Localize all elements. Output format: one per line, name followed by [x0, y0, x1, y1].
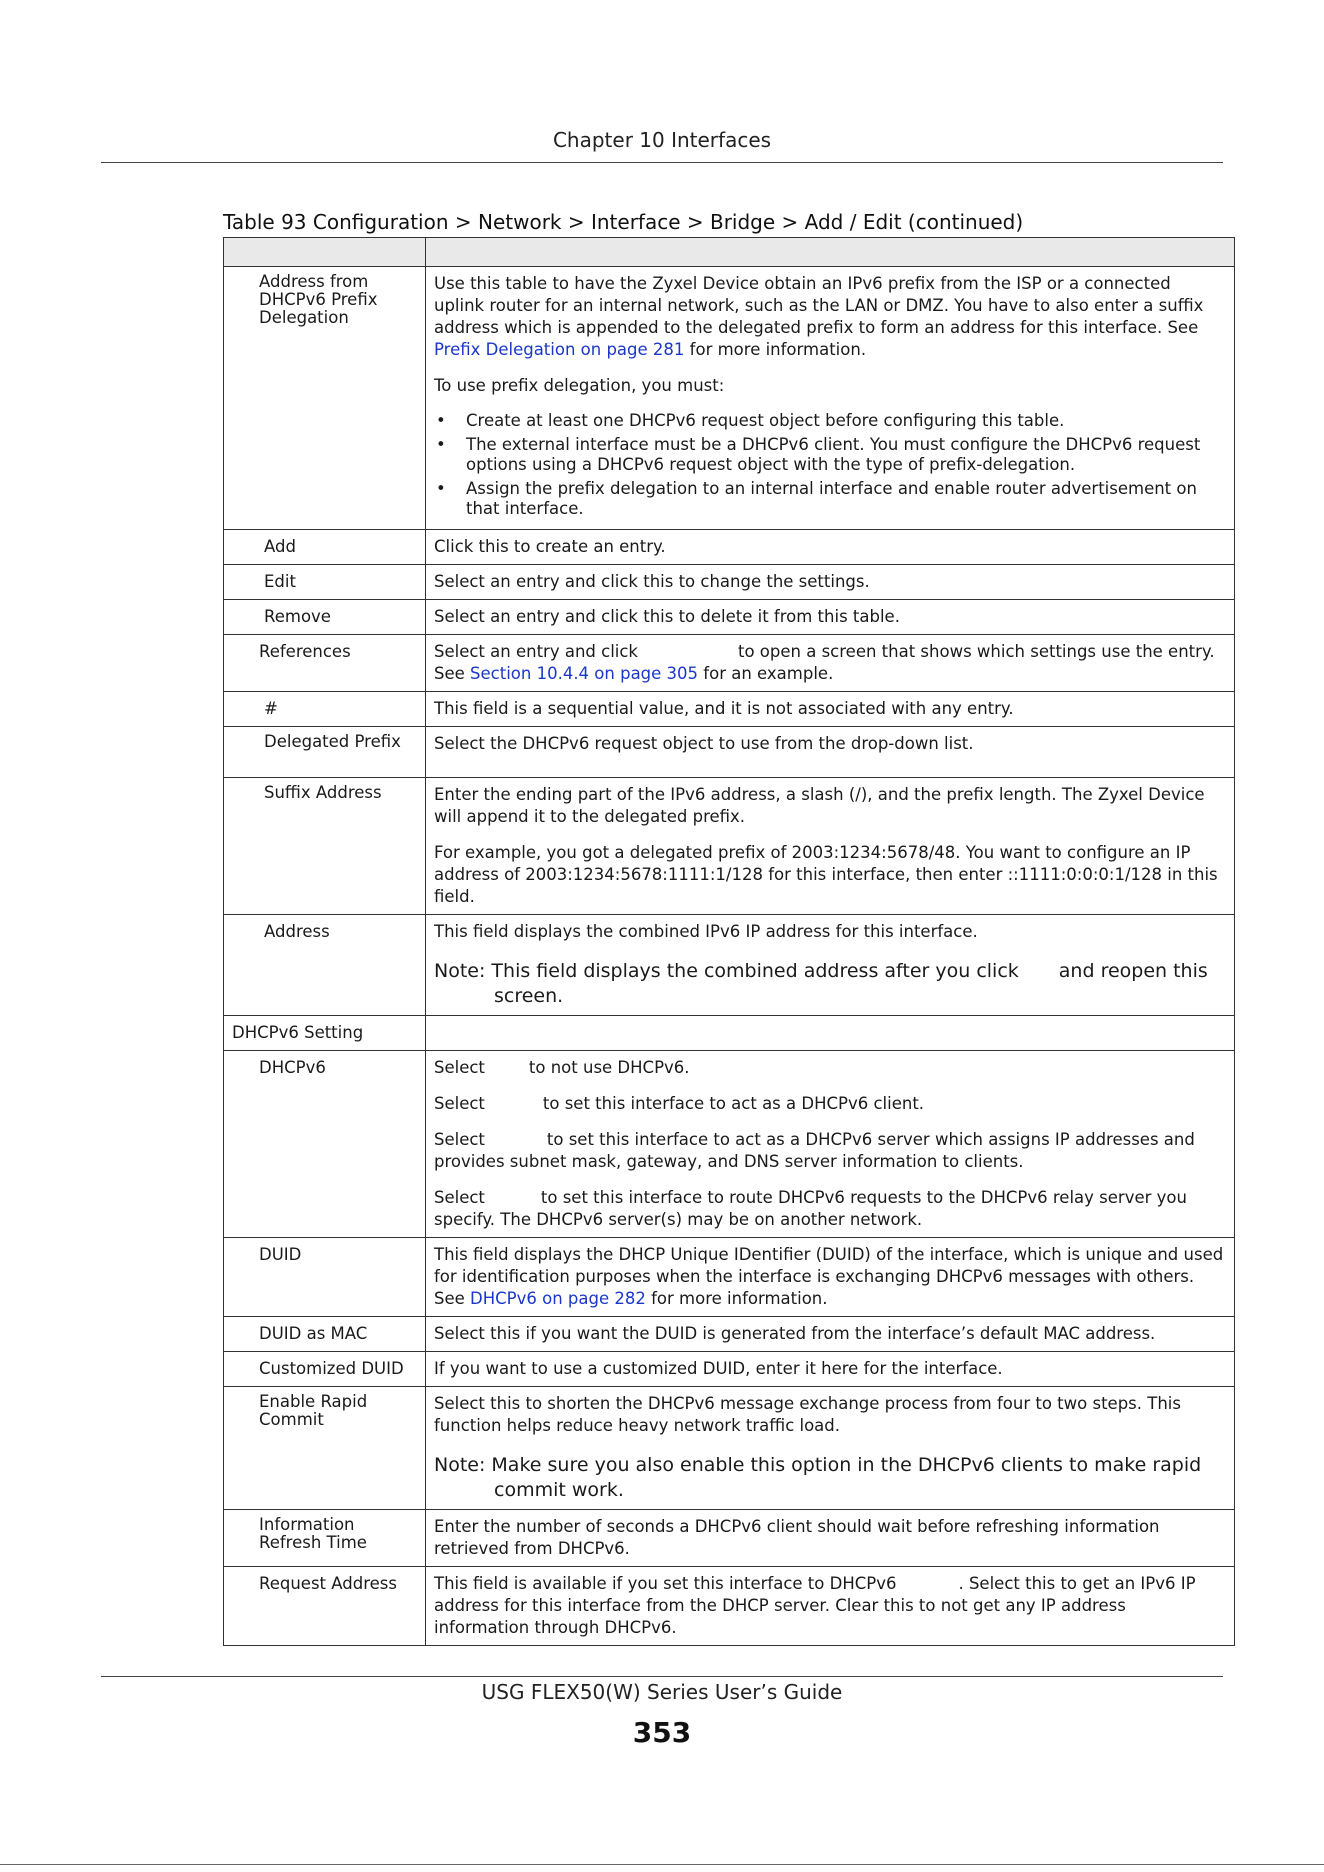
- list-item: • The external interface must be a DHCPv6 client. You must configure the DHCPv6 request options using a DHCPv6 request object with the type of prefix-delegation.: [434, 435, 1226, 475]
- page-number: 353: [632, 1716, 692, 1749]
- list-item: • Assign the prefix delegation to an internal interface and enable router advertisement on that interface.: [434, 479, 1226, 519]
- table-row: [224, 267, 1235, 530]
- row-label: Request Address: [224, 1567, 426, 1646]
- row-label: DUID as MAC: [224, 1317, 426, 1352]
- table-row: [224, 530, 1235, 565]
- row-label: Address: [224, 915, 426, 1016]
- row-description: Use this table to have the Zyxel Device obtain an IPv6 prefix from the ISP or a connected uplink router for an internal network, such as the LAN or DMZ. You have to also enter a suffix address which is appended to the delegated prefix to form an address for this interface. See Prefix Delegation on page 281 for more information. To use prefix delegation, you must: • Create at least one DHCPv6 request object before configuring this table. • The external interface must be a DHCPv6 client. You must configure the DHCPv6 request options using a DHCPv6 request object with the type of prefix-delegation. • Assign the prefix delegation to an internal interface and enable router advertisement on that interface.: [426, 267, 1235, 530]
- row-description: Select this if you want the DUID is generated from the interface’s default MAC address.: [426, 1317, 1235, 1352]
- row-label: Address from DHCPv6 Prefix Delegation: [224, 267, 426, 530]
- row-description: Select an entry and click this to change the settings.: [426, 565, 1235, 600]
- section-label: DHCPv6 Setting: [224, 1016, 426, 1051]
- row-label: Information Refresh Time: [224, 1510, 426, 1567]
- footer-divider: [101, 1676, 1223, 1677]
- row-description: Select the DHCPv6 request object to use from the drop-down list.: [426, 727, 1235, 778]
- row-label: #: [224, 692, 426, 727]
- row-description: [426, 1016, 1235, 1051]
- row-label: Customized DUID: [224, 1352, 426, 1387]
- section-10-4-4-link[interactable]: Section 10.4.4 on page 305: [470, 664, 699, 683]
- header-cell-description: [426, 238, 1235, 267]
- row-label: DUID: [224, 1238, 426, 1317]
- table-row: [224, 635, 1235, 692]
- row-description: Enter the number of seconds a DHCPv6 client should wait before refreshing information retrieved from DHCPv6.: [426, 1510, 1235, 1567]
- header-cell-label: [224, 238, 426, 267]
- row-label: Delegated Prefix: [224, 727, 426, 778]
- table-caption: Table 93 Configuration > Network > Interface > Bridge > Add / Edit (continued): [223, 210, 1024, 234]
- configuration-table: [223, 237, 1235, 1646]
- table-row: [224, 692, 1235, 727]
- row-description: This field displays the DHCP Unique IDentifier (DUID) of the interface, which is unique and used for identification purposes when the interface is exchanging DHCPv6 messages with others. See DHCPv6 on page 282 for more information.: [426, 1238, 1235, 1317]
- chapter-header: Chapter 10 Interfaces: [552, 128, 772, 152]
- row-label: Remove: [224, 600, 426, 635]
- table-row: [224, 727, 1235, 778]
- requirements-list: [434, 411, 1226, 519]
- row-description: Select to not use DHCPv6. Select to set this interface to act as a DHCPv6 client. Select to set this interface to act as a DHCPv6 server which assigns IP addresses and provides subnet mask, gateway, and DNS server information to clients. Select to set this interface to route DHCPv6 requests to the DHCPv6 relay server you specify. The DHCPv6 server(s) may be on another network.: [426, 1051, 1235, 1238]
- row-description: Select an entry and click this to delete it from this table.: [426, 600, 1235, 635]
- table-row: [224, 1352, 1235, 1387]
- table-row: [224, 1051, 1235, 1238]
- row-description: If you want to use a customized DUID, enter it here for the interface.: [426, 1352, 1235, 1387]
- table-row: [224, 600, 1235, 635]
- row-description: Enter the ending part of the IPv6 address, a slash (/), and the prefix length. The Zyxel Device will append it to the delegated prefix. For example, you got a delegated prefix of 2003:1234:5678/48. You want to configure an IP address of 2003:1234:5678:1111:1/128 for this interface, then enter ::1111:0:0:0:1/128 in this field.: [426, 778, 1235, 915]
- row-description: This field displays the combined IPv6 IP address for this interface. Note: This field displays the combined address after you click and reopen this screen.: [426, 915, 1235, 1016]
- guide-title: USG FLEX50(W) Series User’s Guide: [481, 1680, 843, 1704]
- table-row: [224, 1567, 1235, 1646]
- row-description: This field is a sequential value, and it is not associated with any entry.: [426, 692, 1235, 727]
- table-header-row: [224, 238, 1235, 267]
- row-description: This field is available if you set this interface to DHCPv6 . Select this to get an IPv6 IP address for this interface from the DHCP server. Clear this to not get any IP address information through DHCPv6.: [426, 1567, 1235, 1646]
- note: Note: This field displays the combined address after you click and reopen this screen.: [434, 960, 1208, 1007]
- table-row: [224, 1510, 1235, 1567]
- row-description: Click this to create an entry.: [426, 530, 1235, 565]
- table-row: [224, 778, 1235, 915]
- table-row: [224, 565, 1235, 600]
- table-row: [224, 1317, 1235, 1352]
- note: Note: Make sure you also enable this option in the DHCPv6 clients to make rapid commit work.: [434, 1454, 1202, 1501]
- prefix-delegation-link[interactable]: Prefix Delegation on page 281: [434, 340, 685, 359]
- table-row: [224, 1387, 1235, 1510]
- list-item: • Create at least one DHCPv6 request object before configuring this table.: [434, 411, 1226, 431]
- bottom-divider: [0, 1864, 1324, 1865]
- row-label: Suffix Address: [224, 778, 426, 915]
- table-row: [224, 1238, 1235, 1317]
- row-label: References: [224, 635, 426, 692]
- row-label: DHCPv6: [224, 1051, 426, 1238]
- row-description: Select an entry and click to open a screen that shows which settings use the entry. See Section 10.4.4 on page 305 for an example.: [426, 635, 1235, 692]
- dhcpv6-page-link[interactable]: DHCPv6 on page 282: [470, 1289, 646, 1308]
- table-row: [224, 1016, 1235, 1051]
- row-label: Enable Rapid Commit: [224, 1387, 426, 1510]
- header-divider: [101, 162, 1223, 163]
- row-description: Select this to shorten the DHCPv6 message exchange process from four to two steps. This function helps reduce heavy network traffic load. Note: Make sure you also enable this option in the DHCPv6 clients to make rapid commit work.: [426, 1387, 1235, 1510]
- table-row: [224, 915, 1235, 1016]
- row-label: Edit: [224, 565, 426, 600]
- row-label: Add: [224, 530, 426, 565]
